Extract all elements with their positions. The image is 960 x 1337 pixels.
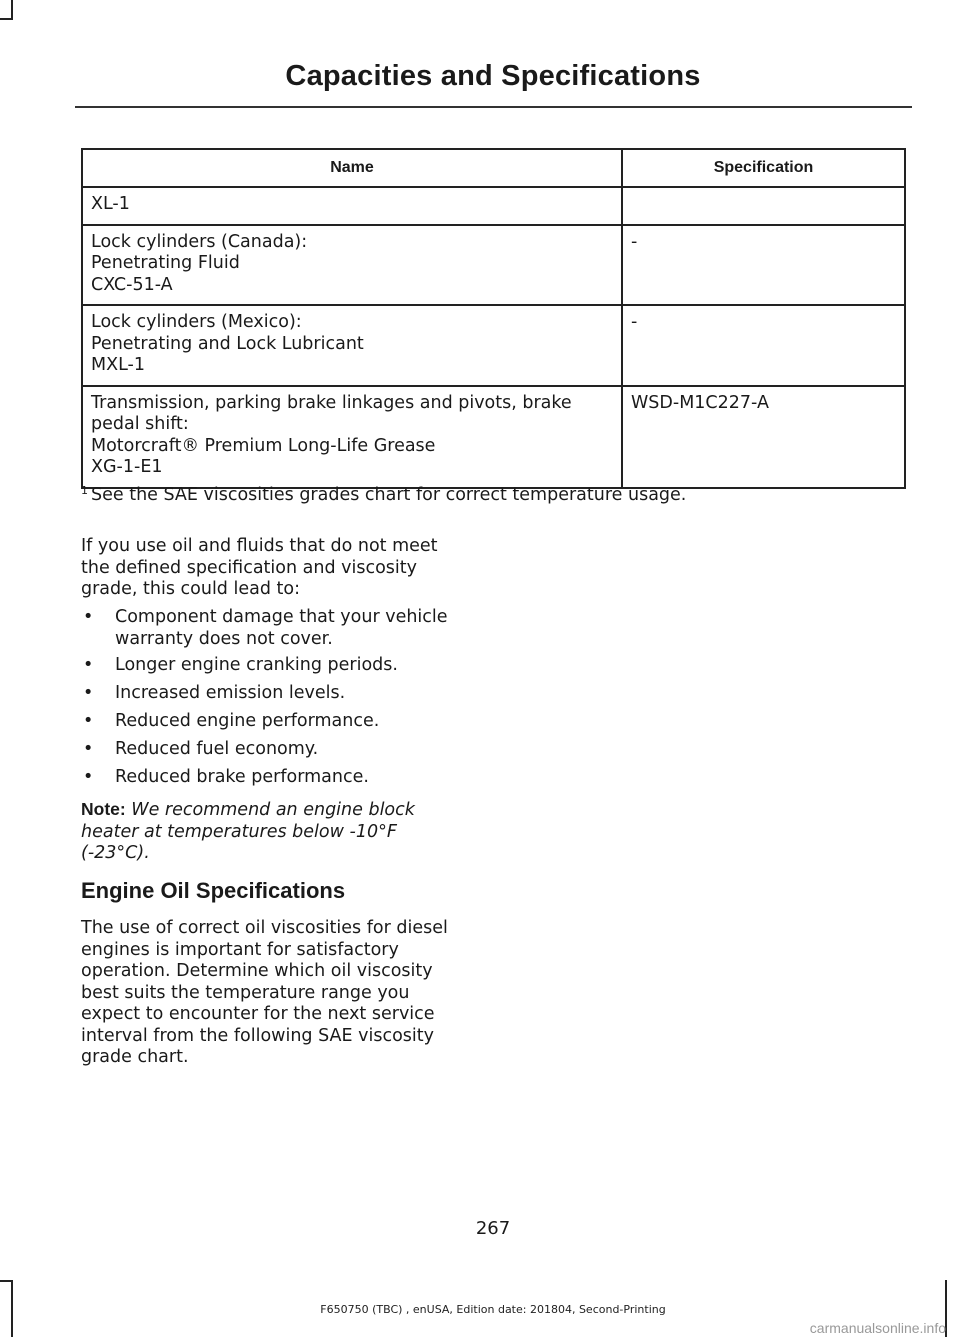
note-line: heater at temperatures below -10°F	[81, 821, 397, 842]
cell-line: Penetrating and Lock Lubricant	[91, 333, 364, 354]
table-header-row	[82, 149, 905, 187]
table-row	[82, 386, 905, 488]
cell-line: Motorcraft® Premium Long-Life Grease	[91, 435, 436, 456]
table-cell-spec	[622, 187, 905, 225]
table-cell-spec	[622, 225, 905, 306]
bullet-icon: •	[83, 607, 94, 627]
paragraph-line: engines is important for satisfactory	[81, 939, 399, 960]
table-footnote	[81, 484, 686, 505]
note-text: We recommend an engine block	[125, 800, 415, 820]
crop-mark-top-left-h	[0, 18, 13, 20]
crop-mark-bottom-left-h	[0, 1280, 13, 1282]
column-header-specification: Specification	[622, 149, 905, 187]
cell-line: -	[631, 231, 638, 252]
table-cell-name	[82, 305, 622, 386]
list-item-line: Reduced fuel economy.	[115, 739, 319, 759]
paragraph-line: grade chart.	[81, 1047, 189, 1067]
cell-line: Transmission, parking brake linkages and pivots, brake	[91, 392, 572, 413]
paragraph-line: best suits the temperature range you	[81, 982, 410, 1003]
table-cell-spec	[622, 386, 905, 488]
cell-line: CXC-51-A	[91, 274, 173, 295]
bullet-icon: •	[83, 655, 94, 675]
cell-line: Lock cylinders (Mexico):	[91, 312, 302, 332]
cell-line: MXL-1	[91, 355, 145, 375]
cell-line: XG-1-E1	[91, 457, 163, 477]
list-item-line: Increased emission levels.	[115, 683, 346, 703]
cell-line: -	[631, 312, 638, 332]
list-item	[81, 767, 501, 789]
paragraph-line: expect to encounter for the next service	[81, 1004, 435, 1024]
list-item-line: Reduced brake performance.	[115, 767, 369, 787]
note-line: (-23°C).	[81, 843, 150, 863]
list-item	[81, 739, 501, 761]
table-row	[82, 305, 905, 386]
paragraph-line: the defined specification and viscosity	[81, 557, 417, 578]
bullet-icon: •	[83, 767, 94, 787]
paragraph-line: grade, this could lead to:	[81, 579, 300, 599]
table-row	[82, 225, 905, 306]
list-item-line: Longer engine cranking periods.	[115, 655, 398, 675]
table-cell-name	[82, 386, 622, 488]
page-title: Capacities and Specifications	[285, 60, 701, 92]
crop-mark-top-left	[11, 0, 13, 18]
paragraph-line: The use of correct oil viscosities for diesel	[81, 918, 448, 938]
paragraph-line: If you use oil and fluids that do not meet	[81, 536, 438, 556]
bullet-icon: •	[83, 739, 94, 759]
list-item	[81, 711, 501, 733]
list-item	[81, 607, 501, 650]
table-cell-spec	[622, 305, 905, 386]
section-paragraph	[81, 918, 491, 1069]
table-cell-name	[82, 225, 622, 306]
table-row	[82, 187, 905, 225]
list-item-line: Reduced engine performance.	[115, 711, 380, 731]
list-item	[81, 683, 501, 705]
cell-line: XL-1	[91, 194, 130, 214]
list-item-line: warranty does not cover.	[115, 628, 333, 649]
note-label: Note:	[81, 799, 126, 819]
intro-paragraph	[81, 536, 491, 601]
bullet-icon: •	[83, 711, 94, 731]
column-header-name: Name	[82, 149, 622, 187]
note	[81, 799, 491, 865]
title-rule	[75, 106, 912, 108]
footnote-text: See the SAE viscosities grades chart for correct temperature usage.	[91, 485, 687, 505]
paragraph-line: operation. Determine which oil viscosity	[81, 961, 433, 981]
list-item-line: Component damage that your vehicle	[115, 607, 448, 627]
cell-line: Lock cylinders (Canada):	[91, 231, 308, 252]
paragraph-line: interval from the following SAE viscosity	[81, 1025, 434, 1046]
table-cell-name	[82, 187, 622, 225]
section-heading: Engine Oil Specifications	[81, 878, 346, 903]
cell-line: pedal shift:	[91, 414, 189, 434]
page-number: 267	[475, 1218, 511, 1239]
note-line	[81, 799, 491, 822]
footnote-marker: 1	[81, 484, 88, 497]
list-item	[81, 655, 501, 677]
cell-line: WSD-M1C227-A	[631, 392, 769, 413]
cell-line: Penetrating Fluid	[91, 253, 240, 273]
bullet-icon: •	[83, 683, 94, 703]
watermark: carmanualsonline.info	[809, 1320, 946, 1336]
specification-table	[81, 148, 906, 489]
edition-info: F650750 (TBC) , enUSA, Edition date: 201804, Second-Printing	[320, 1303, 666, 1316]
